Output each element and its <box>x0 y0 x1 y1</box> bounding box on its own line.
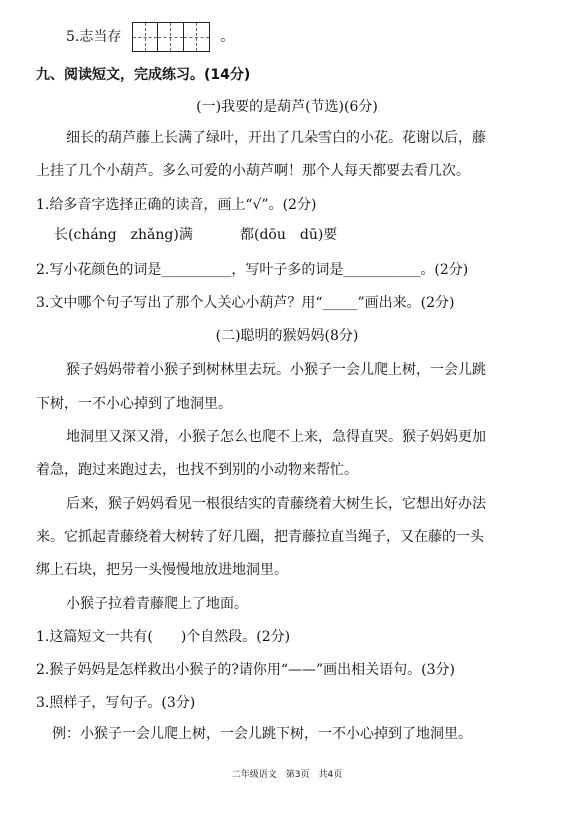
passage-2-title: (二)聪明的猴妈妈(8分) <box>215 328 359 344</box>
passage-2-question-1[interactable]: 1.这篇短文一共有( )个自然段。(2分) <box>36 629 291 645</box>
section-title: 九、阅读短文，完成练习。(14分) <box>36 67 251 83</box>
passage-2-line: 来。它抓起青藤绕着大树转了好几圈，把青藤拉直当绳子，又在藤的一头 <box>36 529 484 545</box>
passage-1-line: 上挂了几个小葫芦。多么可爱的小葫芦啊！那个人每天都要去看几次。 <box>36 163 470 179</box>
tianzige-grid[interactable] <box>132 22 210 52</box>
passage-2-line: 下树，一不小心掉到了地洞里。 <box>36 396 232 412</box>
passage-2-line: 猴子妈妈带着小猴子到树林里去玩。小猴子一会儿爬上树，一会儿跳 <box>66 362 486 378</box>
passage-1-line: 细长的葫芦藤上长满了绿叶，开出了几朵雪白的小花。花谢以后，藤 <box>66 130 486 146</box>
passage-2-question-3: 3.照样子，写句子。(3分) <box>36 695 196 711</box>
passage-2-line: 绑上石块，把另一头慢慢地放进地洞里。 <box>36 562 288 578</box>
passage-1-question-2[interactable]: 2.写小花颜色的词是__________，写叶子多的词是___________。(2分) <box>36 262 469 278</box>
question-5-tail: 。 <box>220 29 235 45</box>
passage-2-line: 小猴子拉着青藤爬上了地面。 <box>66 596 248 612</box>
passage-2-line: 后来，猴子妈妈看见一根很结实的青藤绕着大树生长，它想出好办法 <box>66 496 486 512</box>
page-footer: 二年级语文 第3页 共4页 <box>231 770 343 780</box>
passage-1-question-1: 1.给多音字选择正确的读音，画上“√”。(2分) <box>36 197 317 213</box>
tianzige-box[interactable] <box>132 22 158 52</box>
example-sentence: 例：小猴子一会儿爬上树，一会儿跳下树，一不小心掉到了地洞里。 <box>52 726 472 742</box>
passage-2-line: 地洞里又深又滑，小猴子怎么也爬不上来，急得直哭。猴子妈妈更加 <box>66 429 486 445</box>
pinyin-option-2[interactable]: 都(dōu dū)要 <box>240 227 338 243</box>
passage-1-title: (一)我要的是葫芦(节选)(6分) <box>196 99 378 115</box>
passage-2-question-2[interactable]: 2.猴子妈妈是怎样救出小猴子的?请你用“——”画出相关语句。(3分) <box>36 662 456 678</box>
tianzige-box[interactable] <box>158 22 184 52</box>
passage-1-question-3[interactable]: 3.文中哪个句子写出了那个人关心小葫芦？用“_____”画出来。(2分) <box>36 295 455 311</box>
tianzige-box[interactable] <box>184 22 210 52</box>
passage-2-line: 着急，跑过来跑过去，也找不到别的小动物来帮忙。 <box>36 462 358 478</box>
pinyin-option-1[interactable]: 长(cháng zhǎng)满 <box>54 227 193 243</box>
question-5 <box>66 22 234 52</box>
question-5-label: 5.志当存 <box>66 29 122 45</box>
